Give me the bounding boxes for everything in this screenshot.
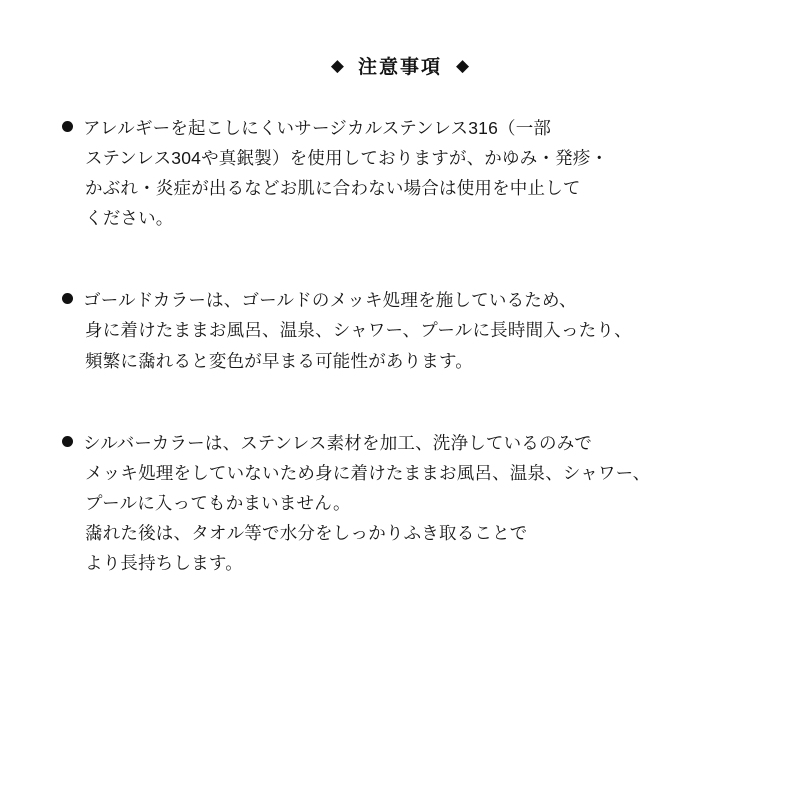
text-line: 頻繁に濷れると変色が早まる可能性があります。 (85, 350, 473, 371)
list-item-text (83, 113, 758, 233)
text-line: ステンレス304や真鈱製）を使用しておりますが、かゆみ・発疹・ (85, 148, 609, 169)
page-title-text: 注意事項 (357, 57, 442, 78)
page-title (40, 52, 760, 79)
text-line: 身に着けたままお風呂、温泉、シャワー、プールに長時間入ったり、 (85, 320, 632, 341)
text-line: アレルギーを起こしにくいサージカルステンレス316（一部 (83, 118, 552, 138)
notice-list (40, 113, 760, 578)
text-line: より長持ちします。 (85, 553, 243, 574)
text-line: 濷れた後は、タオル等で水分をしっかりふき取ることで (85, 522, 528, 543)
diamond-right-icon: ◆ (456, 56, 470, 75)
list-item (62, 113, 758, 233)
text-line: ゴールドカラーは、ゴールドのメッキ処理を施しているため、 (83, 290, 577, 311)
bullet-icon (62, 121, 73, 132)
text-line: かぶれ・炎症が出るなどお肌に合わない場合は使用を中止して (85, 178, 581, 199)
list-item-text (83, 285, 758, 375)
list-item-text (83, 428, 758, 578)
text-line: ください。 (85, 208, 174, 229)
list-item (62, 285, 758, 375)
diamond-left-icon: ◆ (330, 56, 344, 75)
text-line: プールに入ってもかまいません。 (85, 492, 351, 513)
text-line: メッキ処理をしていないため身に着けたままお風呂、温泉、シャワー、 (85, 462, 651, 483)
bullet-icon (62, 436, 73, 447)
text-line: シルバーカラーは、ステンレス素材を加工、洗浄しているのみで (83, 432, 593, 453)
bullet-icon (62, 293, 73, 304)
list-item (62, 428, 758, 578)
